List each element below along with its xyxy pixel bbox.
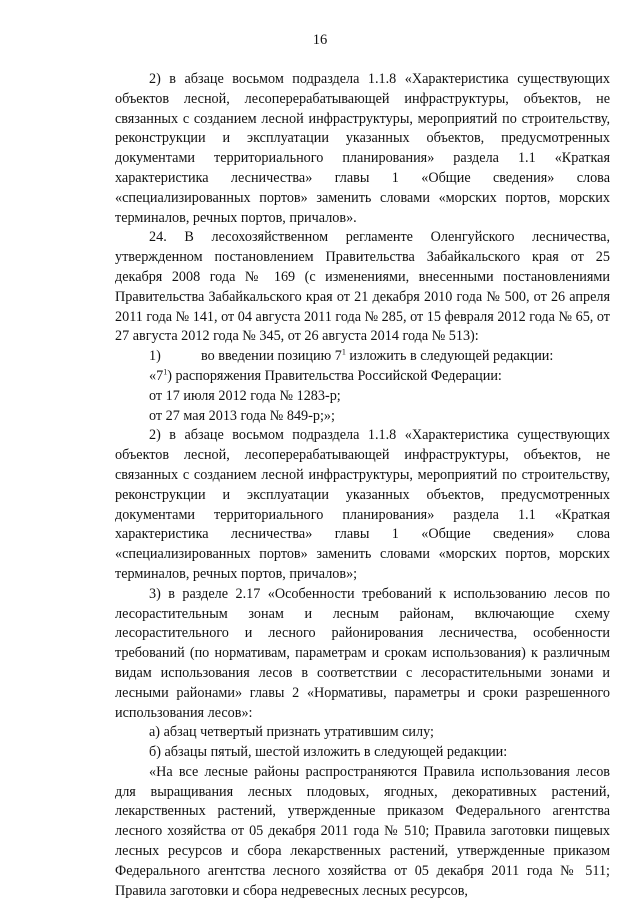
sub-item-b: б) абзацы пятый, шестой изложить в следующей редакции: xyxy=(149,744,508,761)
paragraph-item-2-first: 2) в абзаце восьмом подраздела 1.1.8 «Характеристика существующих объектов лесной, лесоперерабатывающей инфраструктуры, объектов, не связанных с созданием лесной инфраструктуры, мероприятий по строительству, реконструкции и эксплуатации указанных объектов, предусмотренных документами территориального планирования» раздела 1.1 «Краткая характеристика лесничества» главы 1 «Общие сведения» слова «специализированных портов» заменить словами «морских портов, морских терминалов, речных портов, причалов». xyxy=(115,71,610,226)
paragraph-item-3: 3) в разделе 2.17 «Особенности требований к использованию лесов по лесорастительным зонам и лесным районам, включающие схему лесорастительного и лесного районирования лесничества, особенности требований (по нормативам, параметрам и срокам использования) к различным видам использования лесов в соответствии с лесорастительными зонами и лесными районами» главы 2 «Нормативы, параметры и сроки разрешенного использования лесов»: xyxy=(115,585,610,721)
sub-item-a: а) абзац четвертый признать утратившим силу; xyxy=(149,724,434,741)
quote-line-1-head: «7 xyxy=(149,367,164,384)
quote-line-1-tail: ) распоряжения Правительства Российской Федерации: xyxy=(167,367,502,384)
quote-line-3: от 27 мая 2013 года № 849-р;»; xyxy=(149,407,335,424)
superscript: 1 xyxy=(163,367,168,377)
item-number: 1) xyxy=(149,348,161,365)
quote-line-2: от 17 июля 2012 года № 1283-р; xyxy=(149,387,341,404)
paragraph-item-1 xyxy=(115,347,610,367)
document-body xyxy=(115,70,610,901)
item-1-text: во введении позицию 7 xyxy=(201,348,342,365)
superscript: 1 xyxy=(341,347,346,357)
final-paragraph: «На все лесные районы распространяются Правила использования лесов для выращивания лесных плодовых, ягодных, декоративных растений, лекарственных растений, утвержденные приказом Федерального агентства лесного хозяйства от 05 декабря 2011 года № 510; Правила заготовки пищевых лесных ресурсов и сбора лекарственных растений, утвержденные приказом Федерального агентства лесного хозяйства от 05 декабря 2011 года № 511; Правила заготовки и сбора недревесных лесных ресурсов, xyxy=(115,763,610,899)
page-number: 16 xyxy=(312,32,328,48)
quote-line-1 xyxy=(115,367,610,387)
paragraph-item-2: 2) в абзаце восьмом подраздела 1.1.8 «Характеристика существующих объектов лесной, лесоперерабатывающей инфраструктуры, объектов, не связанных с созданием лесной инфраструктуры, мероприятий по строительству, реконструкции и эксплуатации указанных объектов, предусмотренных документами территориального планирования» раздела 1.1 «Краткая характеристика лесничества» главы 1 «Общие сведения» слова «специализированных портов» заменить словами «морских портов, морских терминалов, речных портов, причалов»; xyxy=(115,427,610,582)
paragraph-section-24: 24. В лесохозяйственном регламенте Оленгуйского лесничества, утвержденном постановлением Правительства Забайкальского края от 25 декабря 2008 года № 169 (с изменениями, внесенными постановлениями Правительства Забайкальского края от 21 декабря 2010 года № 500, от 26 апреля 2011 года № 141, от 04 августа 2011 года № 285, от 15 февраля 2012 года № 65, от 27 августа 2012 года № 345, от 26 августа 2014 года № 513): xyxy=(115,229,610,345)
item-1-text-tail: изложить в следующей редакции: xyxy=(345,348,554,365)
